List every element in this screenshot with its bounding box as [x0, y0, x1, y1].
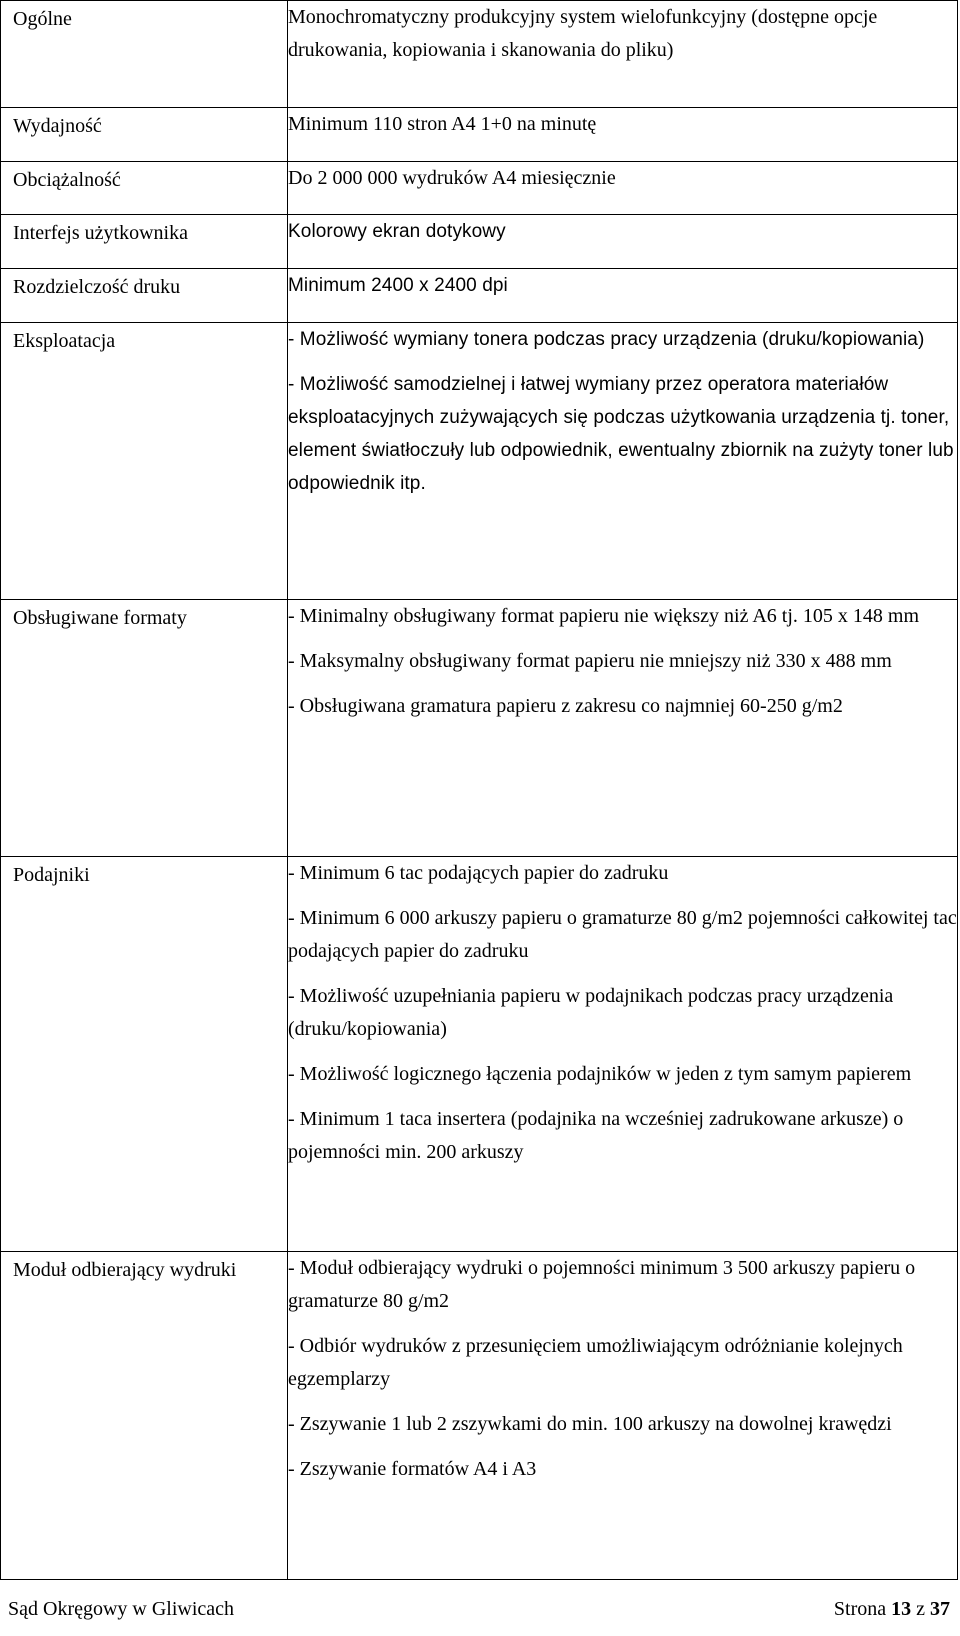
spec-label: Moduł odbierający wydruki — [13, 1259, 237, 1282]
spec-value: - Obsługiwana gramatura papieru z zakresu co najmniej 60-250 g/m2 — [288, 694, 843, 717]
spec-row-modul — [1, 1252, 958, 1580]
spec-value: - Możliwość samodzielnej i łatwej wymiany przez operatora materiałów eksploatacyjnych zużywających się podczas użytkowania urządzenia tj. toner, element światłoczuły lub odpowiednik, ewentualny zbiornik na zużyty toner lub odpowiednik itp. — [288, 373, 954, 494]
spec-value-cell — [288, 108, 958, 162]
spec-row-ogolne — [1, 1, 958, 108]
spec-label: Obciążalność — [13, 168, 121, 191]
footer-page-sep: z — [916, 1598, 925, 1620]
spec-row-formaty — [1, 599, 958, 856]
spec-value: - Możliwość logicznego łączenia podajników w jeden z tym samym papierem — [288, 1062, 912, 1085]
spec-value: - Maksymalny obsługiwany format papieru nie mniejszy niż 330 x 488 mm — [288, 649, 892, 672]
page-footer — [0, 1585, 958, 1625]
footer-page-total: 37 — [930, 1598, 950, 1620]
footer-page-current: 13 — [891, 1598, 912, 1620]
spec-row-wydajnosc — [1, 108, 958, 162]
spec-value-cell — [288, 322, 958, 599]
spec-label-cell — [1, 108, 288, 162]
spec-label-cell — [1, 161, 288, 215]
spec-value: - Minimum 1 taca insertera (podajnika na wcześniej zadrukowane arkusze) o pojemności min. 200 arkuszy — [288, 1107, 904, 1163]
spec-label: Interfejs użytkownika — [13, 222, 188, 245]
spec-value-cell — [288, 856, 958, 1252]
spec-row-podajniki — [1, 856, 958, 1252]
spec-value-cell — [288, 1, 958, 108]
footer-court-name: Sąd Okręgowy w Gliwicach — [8, 1598, 235, 1620]
spec-value: Minimum 2400 x 2400 dpi — [288, 275, 508, 297]
spec-label-cell — [1, 1, 288, 108]
spec-value: - Zszywanie 1 lub 2 zszywkami do min. 100 arkuszy na dowolnej krawędzi — [288, 1413, 892, 1436]
spec-value: Monochromatyczny produkcyjny system wielofunkcyjny (dostępne opcje drukowania, kopiowania i skanowania do pliku) — [288, 6, 878, 61]
spec-value: Kolorowy ekran dotykowy — [288, 221, 506, 243]
spec-value: Do 2 000 000 wydruków A4 miesięcznie — [288, 166, 616, 189]
spec-label: Obsługiwane formaty — [13, 606, 187, 629]
spec-label-cell — [1, 1252, 288, 1580]
spec-value-cell — [288, 1252, 958, 1580]
spec-value: - Moduł odbierający wydruki o pojemności minimum 3 500 arkuszy papieru o gramaturze 80 g/m2 — [288, 1257, 916, 1313]
spec-value: - Możliwość uzupełniania papieru w podajnikach podczas pracy urządzenia (druku/kopiowania) — [288, 984, 894, 1040]
spec-label: Wydajność — [13, 115, 102, 138]
spec-label-cell — [1, 269, 288, 323]
spec-label-cell — [1, 322, 288, 599]
spec-value: Minimum 110 stron A4 1+0 na minutę — [288, 113, 597, 136]
spec-label-cell — [1, 215, 288, 269]
spec-label-cell — [1, 856, 288, 1252]
spec-row-eksploatacja — [1, 322, 958, 599]
spec-row-rozdzielczosc — [1, 269, 958, 323]
footer-page-number — [834, 1598, 950, 1621]
spec-value-cell — [288, 269, 958, 323]
spec-value: - Minimalny obsługiwany format papieru nie większy niż A6 tj. 105 x 148 mm — [288, 604, 920, 627]
spec-value: - Minimum 6 000 arkuszy papieru o gramaturze 80 g/m2 pojemności całkowitej tac podających papier do zadruku — [288, 906, 957, 962]
spec-label: Ogólne — [13, 8, 72, 30]
spec-value-cell — [288, 161, 958, 215]
spec-label-cell — [1, 599, 288, 856]
spec-value: - Możliwość wymiany tonera podczas pracy urządzenia (druku/kopiowania) — [288, 328, 925, 350]
spec-value: - Minimum 6 tac podających papier do zadruku — [288, 861, 669, 884]
spec-value: - Odbiór wydruków z przesunięciem umożliwiającym odróżnianie kolejnych egzemplarzy — [288, 1335, 903, 1391]
spec-row-obciazalnosc — [1, 161, 958, 215]
spec-value: - Zszywanie formatów A4 i A3 — [288, 1458, 537, 1481]
spec-value-cell — [288, 599, 958, 856]
spec-row-interfejs — [1, 215, 958, 269]
spec-label: Eksploatacja — [13, 329, 116, 352]
spec-value-cell — [288, 215, 958, 269]
footer-page-word: Strona — [833, 1598, 887, 1620]
spec-label: Rozdzielczość druku — [13, 276, 181, 299]
spec-label: Podajniki — [13, 863, 90, 886]
